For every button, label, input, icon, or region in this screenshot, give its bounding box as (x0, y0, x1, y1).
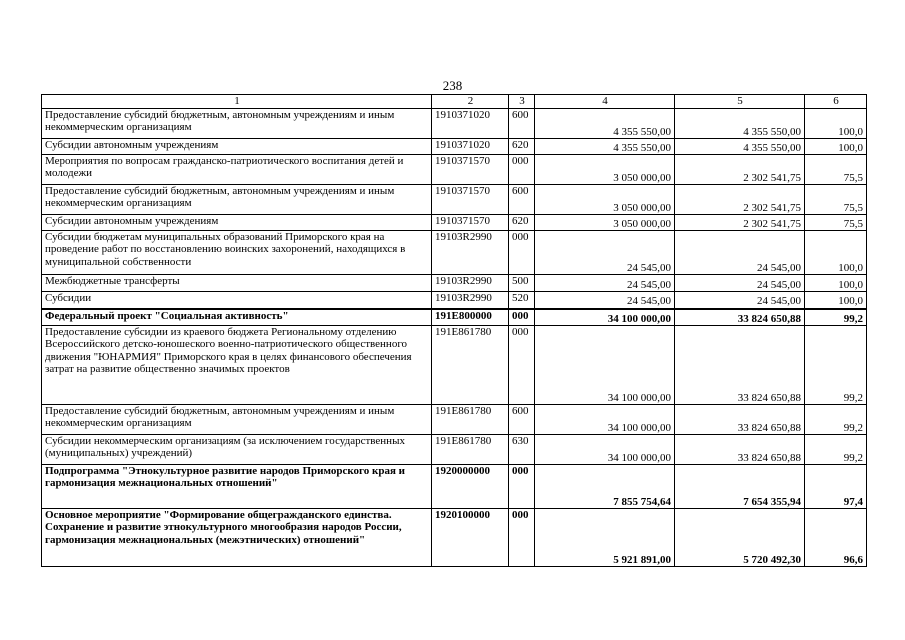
row-code-cell: 1910371570 (432, 155, 509, 185)
table-row (42, 155, 867, 185)
row-type-cell: 000 (509, 231, 535, 275)
row-plan-amount-cell: 3 050 000,00 (535, 155, 675, 185)
row-fact-amount-cell: 24 545,00 (675, 231, 805, 275)
row-plan-amount-cell: 24 545,00 (535, 275, 675, 292)
row-percent-cell: 99,2 (805, 326, 867, 405)
row-code-cell: 1910371020 (432, 139, 509, 155)
row-code-cell: 1910371020 (432, 109, 509, 139)
row-plan-amount-cell: 7 855 754,64 (535, 465, 675, 509)
row-percent-cell: 100,0 (805, 139, 867, 155)
row-type-cell: 620 (509, 139, 535, 155)
row-name-cell: Предоставление субсидий бюджетным, автономным учреждениям и иным некоммерческим организациям (42, 185, 432, 215)
column-header: 2 (432, 95, 509, 109)
row-percent-cell: 75,5 (805, 155, 867, 185)
row-fact-amount-cell: 2 302 541,75 (675, 215, 805, 231)
table-body (42, 95, 867, 567)
row-plan-amount-cell: 3 050 000,00 (535, 215, 675, 231)
row-name-cell: Основное мероприятие "Формирование общегражданского единства. Сохранение и развитие этнокультурного многообразия народов России, гармонизация межнациональных (межэтнических) отношений" (42, 509, 432, 567)
row-plan-amount-cell: 4 355 550,00 (535, 139, 675, 155)
row-type-cell: 600 (509, 109, 535, 139)
row-code-cell: 1920000000 (432, 465, 509, 509)
table-row (42, 326, 867, 405)
row-fact-amount-cell: 24 545,00 (675, 292, 805, 309)
row-type-cell: 600 (509, 185, 535, 215)
row-name-cell: Подпрограмма "Этнокультурное развитие народов Приморского края и гармонизация межнациональных отношений" (42, 465, 432, 509)
row-fact-amount-cell: 4 355 550,00 (675, 139, 805, 155)
row-type-cell: 520 (509, 292, 535, 309)
row-plan-amount-cell: 34 100 000,00 (535, 405, 675, 435)
row-percent-cell: 100,0 (805, 292, 867, 309)
row-name-cell: Предоставление субсидий бюджетным, автономным учреждениям и иным некоммерческим организациям (42, 405, 432, 435)
row-percent-cell: 100,0 (805, 275, 867, 292)
row-fact-amount-cell: 2 302 541,75 (675, 185, 805, 215)
table-row (42, 139, 867, 155)
column-header: 1 (42, 95, 432, 109)
row-name-cell: Предоставление субсидии из краевого бюджета Региональному отделению Всероссийского детско-юношеского военно-патриотического общественного движения "ЮНАРМИЯ" Приморского края в целях финансового обеспечения затрат на развитие общественно значимых проектов (42, 326, 432, 405)
budget-table (41, 94, 867, 567)
row-type-cell: 630 (509, 435, 535, 465)
row-name-cell: Субсидии бюджетам муниципальных образований Приморского края на проведение работ по восстановлению воинских захоронений, находящихся в муниципальной собственности (42, 231, 432, 275)
row-plan-amount-cell: 34 100 000,00 (535, 326, 675, 405)
row-fact-amount-cell: 7 654 355,94 (675, 465, 805, 509)
row-plan-amount-cell: 3 050 000,00 (535, 185, 675, 215)
row-percent-cell: 96,6 (805, 509, 867, 567)
row-percent-cell: 100,0 (805, 109, 867, 139)
row-code-cell: 19103R2990 (432, 231, 509, 275)
row-percent-cell: 99,2 (805, 435, 867, 465)
row-percent-cell: 97,4 (805, 465, 867, 509)
row-percent-cell: 75,5 (805, 185, 867, 215)
row-fact-amount-cell: 5 720 492,30 (675, 509, 805, 567)
table-row (42, 275, 867, 292)
row-fact-amount-cell: 24 545,00 (675, 275, 805, 292)
row-plan-amount-cell: 24 545,00 (535, 292, 675, 309)
table-row (42, 405, 867, 435)
row-plan-amount-cell: 5 921 891,00 (535, 509, 675, 567)
row-code-cell: 191E800000 (432, 309, 509, 326)
row-plan-amount-cell: 24 545,00 (535, 231, 675, 275)
row-fact-amount-cell: 33 824 650,88 (675, 405, 805, 435)
table-row (42, 231, 867, 275)
row-type-cell: 000 (509, 309, 535, 326)
row-code-cell: 191E861780 (432, 326, 509, 405)
column-header: 5 (675, 95, 805, 109)
column-header: 3 (509, 95, 535, 109)
table-row (42, 292, 867, 309)
row-name-cell: Мероприятия по вопросам гражданско-патриотического воспитания детей и молодежи (42, 155, 432, 185)
row-name-cell: Субсидии (42, 292, 432, 309)
table-row (42, 215, 867, 231)
table-row (42, 185, 867, 215)
row-fact-amount-cell: 2 302 541,75 (675, 155, 805, 185)
row-fact-amount-cell: 33 824 650,88 (675, 309, 805, 326)
table-row (42, 109, 867, 139)
row-type-cell: 000 (509, 155, 535, 185)
row-plan-amount-cell: 34 100 000,00 (535, 435, 675, 465)
row-fact-amount-cell: 33 824 650,88 (675, 326, 805, 405)
row-percent-cell: 100,0 (805, 231, 867, 275)
row-name-cell: Субсидии автономным учреждениям (42, 215, 432, 231)
row-fact-amount-cell: 33 824 650,88 (675, 435, 805, 465)
row-type-cell: 620 (509, 215, 535, 231)
table-row (42, 509, 867, 567)
row-name-cell: Федеральный проект "Социальная активность" (42, 309, 432, 326)
row-code-cell: 19103R2990 (432, 292, 509, 309)
row-fact-amount-cell: 4 355 550,00 (675, 109, 805, 139)
row-type-cell: 600 (509, 405, 535, 435)
row-type-cell: 000 (509, 509, 535, 567)
row-plan-amount-cell: 4 355 550,00 (535, 109, 675, 139)
row-type-cell: 000 (509, 326, 535, 405)
page-number: 238 (442, 78, 463, 93)
table-row (42, 435, 867, 465)
row-name-cell: Предоставление субсидий бюджетным, автономным учреждениям и иным некоммерческим организациям (42, 109, 432, 139)
row-name-cell: Субсидии некоммерческим организациям (за исключением государственных (муниципальных) учреждений) (42, 435, 432, 465)
row-type-cell: 000 (509, 465, 535, 509)
row-percent-cell: 75,5 (805, 215, 867, 231)
row-code-cell: 191E861780 (432, 405, 509, 435)
table-row (42, 465, 867, 509)
table-row (42, 309, 867, 326)
column-header: 6 (805, 95, 867, 109)
column-header: 4 (535, 95, 675, 109)
row-percent-cell: 99,2 (805, 405, 867, 435)
row-code-cell: 1910371570 (432, 215, 509, 231)
row-code-cell: 191E861780 (432, 435, 509, 465)
column-header-row (42, 95, 867, 109)
row-code-cell: 1920100000 (432, 509, 509, 567)
row-name-cell: Субсидии автономным учреждениям (42, 139, 432, 155)
row-code-cell: 1910371570 (432, 185, 509, 215)
row-name-cell: Межбюджетные трансферты (42, 275, 432, 292)
row-type-cell: 500 (509, 275, 535, 292)
row-code-cell: 19103R2990 (432, 275, 509, 292)
row-plan-amount-cell: 34 100 000,00 (535, 309, 675, 326)
row-percent-cell: 99,2 (805, 309, 867, 326)
